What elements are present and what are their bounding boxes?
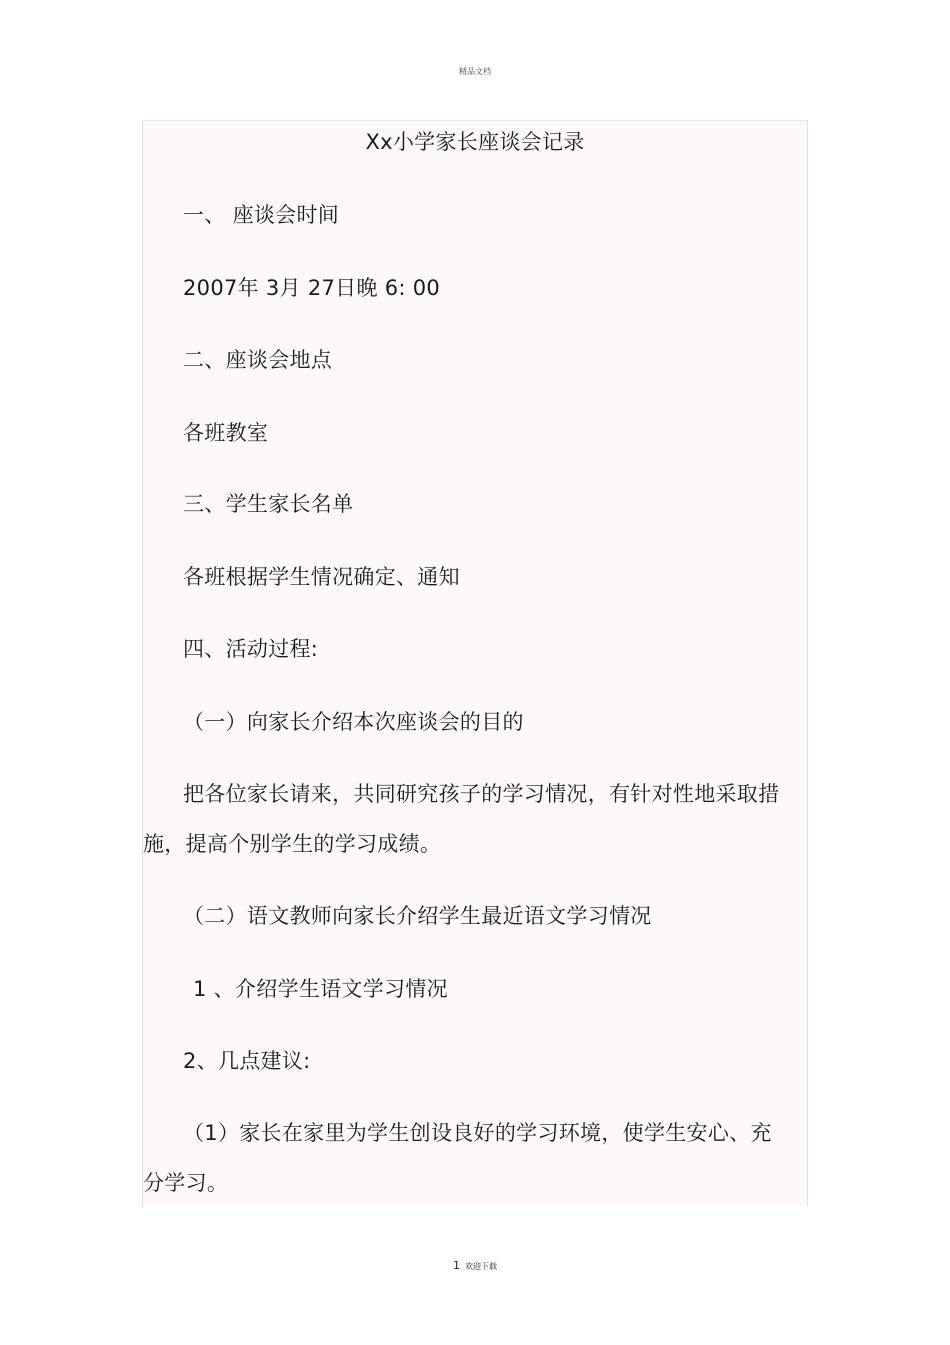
meeting-time-value: 2007年 3月 27日晚 6: 00: [183, 276, 441, 300]
subsection-purpose: （一）向家长介绍本次座谈会的目的: [183, 710, 524, 734]
footer-text: 欢迎下载: [465, 1262, 497, 1271]
page-footer: [0, 1259, 950, 1272]
document-body: [142, 120, 808, 1206]
meeting-location-value: 各班教室: [183, 421, 269, 445]
subsection-chinese-teacher: （二）语文教师向家长介绍学生最近语文学习情况: [183, 904, 652, 928]
paragraph-line: 分学习。: [143, 1171, 229, 1195]
paragraph-line: （1）家长在家里为学生创设良好的学习环境，使学生安心、充: [183, 1121, 772, 1145]
parents-list-value: 各班根据学生情况确定、通知: [183, 565, 460, 589]
document-title: Xx小学家长座谈会记录: [365, 130, 585, 154]
paragraph-line: 施，提高个别学生的学习成绩。: [143, 832, 442, 856]
list-item: 1 、介绍学生语文学习情况: [193, 977, 448, 1001]
section-heading-process: 四、活动过程:: [183, 637, 319, 661]
section-heading-location: 二、座谈会地点: [183, 348, 333, 372]
section-heading-time: 一、 座谈会时间: [183, 203, 340, 227]
paragraph-line: 把各位家长请来，共同研究孩子的学习情况，有针对性地采取措: [183, 782, 780, 806]
page-number: 1: [453, 1259, 460, 1272]
page-header-mark: 精品文档: [459, 67, 491, 76]
list-item: 2、几点建议:: [183, 1049, 311, 1073]
section-heading-parents: 三、学生家长名单: [183, 492, 354, 516]
